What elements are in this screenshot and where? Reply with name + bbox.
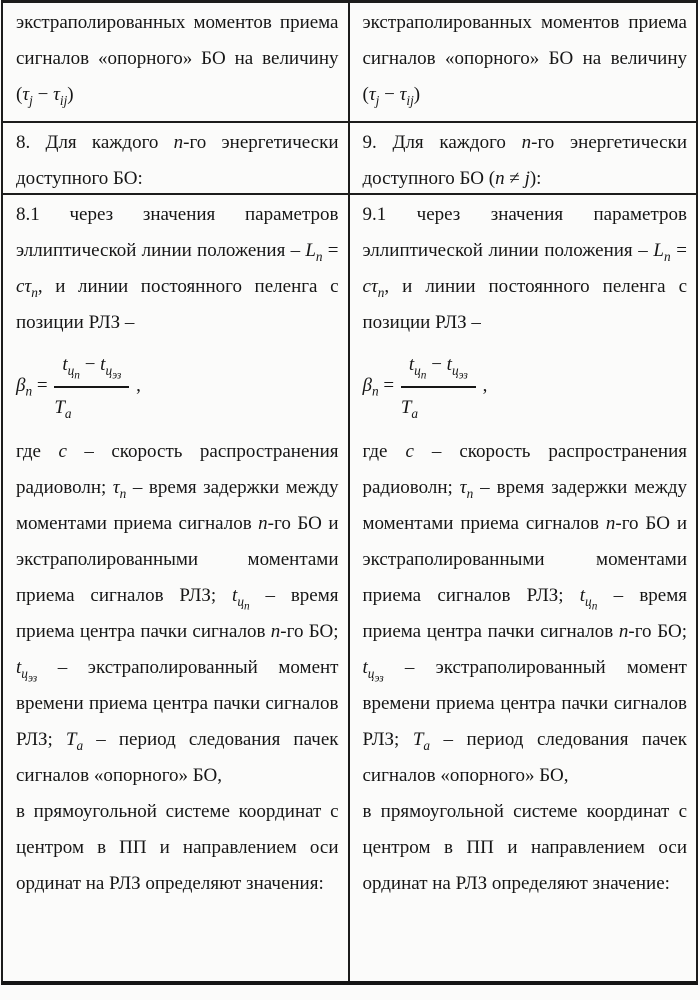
paragraph-claim-9-1: 9.1 через значения параметров эллиптической линии положения – $L_n = c\tau_n$, и линии постоянного пеленга с позиции РЛЗ – xyxy=(362,204,688,333)
cell-right-row1 xyxy=(350,3,697,123)
cell-right-row3 xyxy=(350,195,697,981)
fraction: $\frac{t_{ц_n} - t_{ц_{эз}}}{T_a}$ xyxy=(54,347,129,426)
paragraph-coordinate-system: в прямоугольной системе координат с центром в ПП и направлением оси ординат на РЛЗ определяют значение: xyxy=(362,801,687,894)
paragraph-extrapolated-moments: экстраполированных моментов приема сигналов «опорного» БО на величину $(\tau_j - \tau_{ij})$ xyxy=(16,12,339,108)
cell-left-row1 xyxy=(3,3,348,123)
paragraph-definitions: где c – скорость распространения радиоволн; $\tau_n$ – время задержки между моментами приема сигналов n-го БО и экстраполированными моментами приема сигналов РЛЗ; $t_{ц_n}$ – время приема центра пачки сигналов n-го БО; $t_{ц_{эз}}$ – экстраполированный момент времени приема центра пачки сигналов РЛЗ; $T_a$ – период следования пачек сигналов «опорного» БО, xyxy=(362,441,688,786)
cell-left-row3 xyxy=(3,195,348,981)
paragraph-claim-8: 8. Для каждого n-го энергетически доступного БО: xyxy=(16,132,339,189)
paragraph-claim-8-1: 8.1 через значения параметров эллиптической линии положения – $L_n = c\tau_n$, и линии постоянного пеленга с позиции РЛЗ – xyxy=(16,204,339,333)
table-column-left xyxy=(3,3,350,981)
formula-beta-n: $\beta_n$ = $\frac{t_{ц_n} - t_{ц_{эз}}}{T_a}$ , xyxy=(16,347,339,426)
paragraph-extrapolated-moments: экстраполированных моментов приема сигналов «опорного» БО на величину $(\tau_j - \tau_{ij})$ xyxy=(362,12,687,108)
patent-claims-table xyxy=(1,0,698,985)
cell-right-row2 xyxy=(350,123,697,195)
cell-left-row2 xyxy=(3,123,348,195)
paragraph-claim-9: 9. Для каждого n-го энергетически доступного БО (n ≠ j): xyxy=(362,132,687,189)
table-column-right xyxy=(350,3,697,981)
formula-beta-n: $\beta_n$ = $\frac{t_{ц_n} - t_{ц_{эз}}}{T_a}$ , xyxy=(363,347,688,426)
fraction: $\frac{t_{ц_n} - t_{ц_{эз}}}{T_a}$ xyxy=(401,347,476,426)
paragraph-definitions: где c – скорость распространения радиоволн; $\tau_n$ – время задержки между моментами приема сигналов n-го БО и экстраполированными моментами приема сигналов РЛЗ; $t_{ц_n}$ – время приема центра пачки сигналов n-го БО; $t_{ц_{эз}}$ – экстраполированный момент времени приема центра пачки сигналов РЛЗ; $T_a$ – период следования пачек сигналов «опорного» БО, xyxy=(16,441,339,786)
paragraph-coordinate-system: в прямоугольной системе координат с центром в ПП и направлением оси ординат на РЛЗ определяют значения: xyxy=(16,801,339,894)
